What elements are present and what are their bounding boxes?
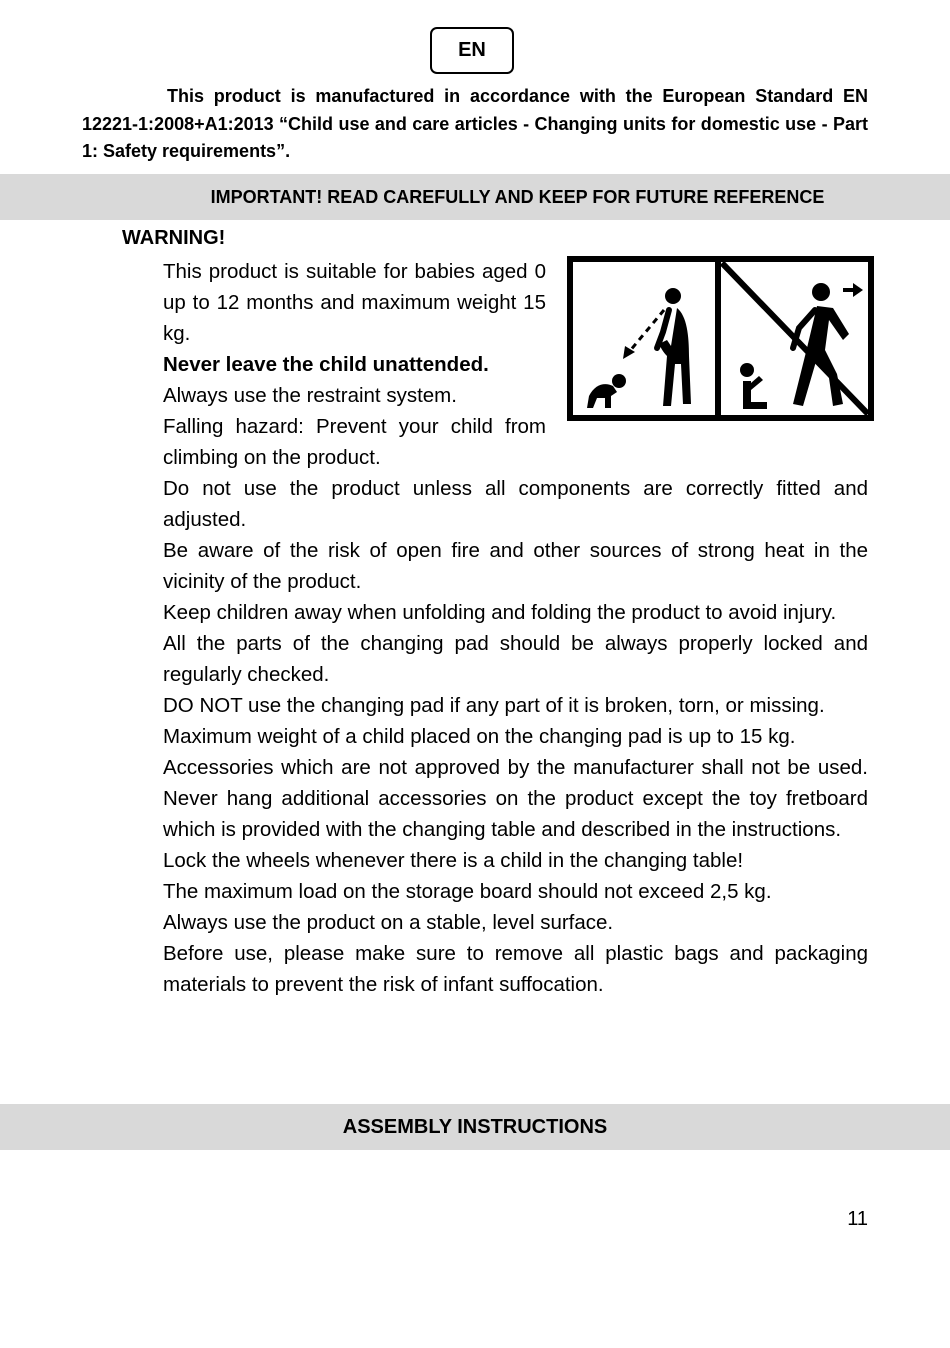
warning-item-wheels: Lock the wheels whenever there is a child in the changing table! [163,849,744,872]
warning-item-unattended: Never leave the child unattended. [163,353,489,376]
warning-item-age-weight: This product is suitable for babies aged 0 up to 12 months and maximum weight 15 kg. [163,260,546,345]
language-badge [430,27,514,74]
language-label: EN [458,39,486,61]
warning-item-locked: All the parts of the changing pad should be always properly locked and regularly checked. [163,632,868,686]
warning-item-restraint: Always use the restraint system. [163,384,457,407]
warning-heading: WARNING! [122,227,226,249]
assembly-banner-text: ASSEMBLY INSTRUCTIONS [342,1115,608,1138]
warning-item-folding: Keep children away when unfolding and folding the product to avoid injury. [163,601,837,624]
standard-notice: This product is manufactured in accordance with the European Standard EN 12221-1:2008+A1:2013 “Child use and care articles - Changing units for domestic use - Part 1: Safety requirements”. [82,86,868,161]
warning-item-max-weight: Maximum weight of a child placed on the changing pad is up to 15 kg. [163,725,796,748]
warning-item-storage-load: The maximum load on the storage board should not exceed 2,5 kg. [163,880,772,903]
warning-item-falling-hazard: Falling hazard: Prevent your child from climbing on the product. [163,415,546,469]
important-banner-text: IMPORTANT! READ CAREFULLY AND KEEP FOR FUTURE REFERENCE [210,186,825,207]
warning-item-broken: DO NOT use the changing pad if any part of it is broken, torn, or missing. [163,694,825,717]
warning-list [163,256,868,1000]
warning-item-fire: Be aware of the risk of open fire and other sources of strong heat in the vicinity of the product. [163,539,868,593]
page-number: 11 [847,1208,868,1230]
warning-item-components: Do not use the product unless all components are correctly fitted and adjusted. [163,477,868,531]
assembly-banner [0,1104,950,1150]
warning-item-plastic-bags: Before use, please make sure to remove all plastic bags and packaging materials to prevent the risk of infant suffocation. [163,942,868,996]
warning-item-level-surface: Always use the product on a stable, level surface. [163,911,614,934]
warning-item-accessories: Accessories which are not approved by the manufacturer shall not be used. Never hang additional accessories on the product except the toy fretboard which is provided with the changing table and described in the instructions. [163,756,868,841]
important-banner [0,174,950,220]
